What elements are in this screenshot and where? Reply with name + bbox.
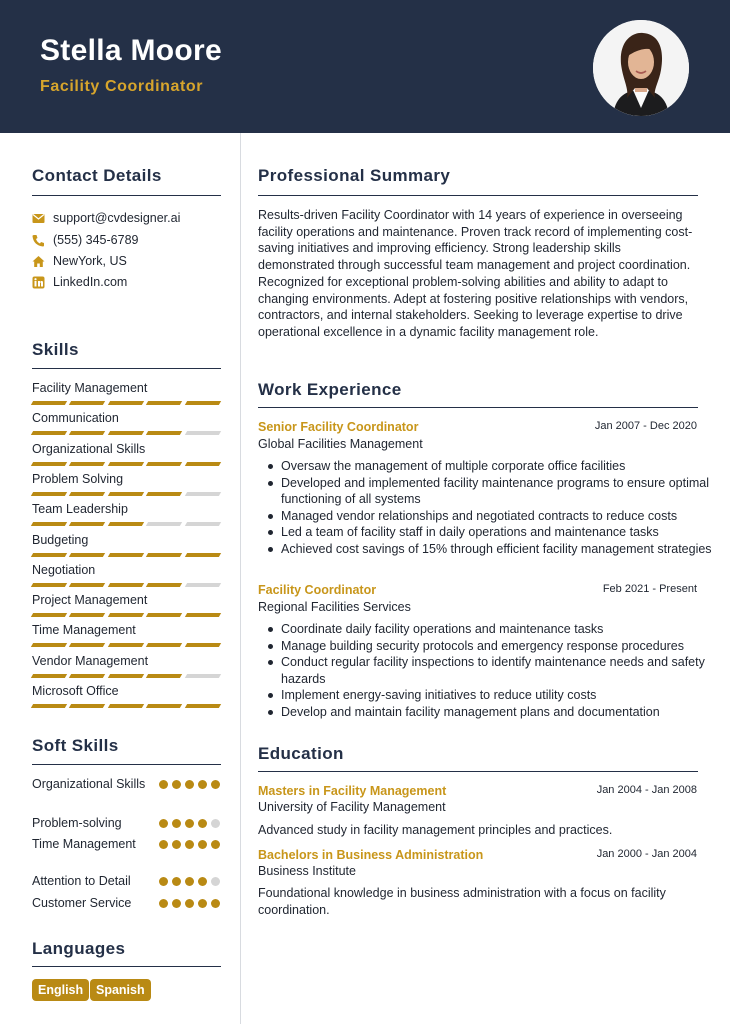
skill-level-segment: [146, 553, 183, 557]
phone-icon: [32, 234, 45, 247]
job-bullet: Coordinate daily facility operations and maintenance tasks: [281, 621, 723, 638]
skill-level-bar: [32, 431, 220, 435]
rating-dot: [211, 840, 220, 849]
skills-rule: [32, 368, 221, 369]
rating-dot: [198, 840, 207, 849]
school-name: University of Facility Management: [258, 800, 446, 814]
education-heading: Education: [258, 744, 344, 763]
skill-level-segment: [146, 431, 183, 435]
rating-dot: [198, 899, 207, 908]
degree-dates: Jan 2000 - Jan 2004: [596, 848, 697, 860]
candidate-title: Facility Coordinator: [40, 78, 204, 95]
soft-skill-label: Organizational Skills: [32, 777, 146, 791]
skill-level-segment: [69, 492, 106, 496]
skill-level-bar: [32, 492, 220, 496]
summary-text: Results-driven Facility Coordinator with 14 years of experience in overseeing facility operations and maintenance. Proven track record of implementing cost-saving initiatives and improving efficiency. Strong leadership skills demonstrated through successful team management and project coordination. Recognized for exceptional problem-solving abilities and ability to adapt to changing environments. Adept at fostering positive relationships with vendors, contractors, and internal stakeholders. Seeking to leverage expertise to drive operational excellence in a dynamic facility management role.: [258, 208, 693, 339]
soft-skill-rating: [159, 819, 220, 828]
skill-label: Budgeting: [32, 532, 89, 547]
skill-level-segment: [31, 643, 68, 647]
soft-skills-rule: [32, 764, 221, 765]
language-badge: English: [32, 979, 89, 1001]
skill-level-segment: [31, 583, 68, 587]
job-bullets: [258, 458, 723, 558]
skill-level-segment: [146, 462, 183, 466]
skill-level-bar: [32, 462, 220, 466]
soft-skill-label: Time Management: [32, 837, 136, 851]
skill-level-bar: [32, 553, 220, 557]
degree-description: Foundational knowledge in business administration with a focus on facility coordination.: [258, 886, 666, 917]
job-bullets: [258, 621, 723, 721]
job-bullet: Achieved cost savings of 15% through efficient facility management strategies: [281, 541, 723, 558]
skill-level-segment: [184, 492, 221, 496]
contact-heading: Contact Details: [32, 166, 162, 185]
skill-level-segment: [146, 613, 183, 617]
skill-level-segment: [69, 431, 106, 435]
skill-level-segment: [31, 462, 68, 466]
rating-dot: [185, 819, 194, 828]
rating-dot: [198, 780, 207, 789]
skill-level-segment: [31, 674, 68, 678]
skill-level-segment: [31, 431, 68, 435]
languages-heading: Languages: [32, 939, 126, 958]
linkedin-text: LinkedIn.com: [53, 275, 128, 289]
summary-heading: Professional Summary: [258, 166, 451, 185]
resume-header: [0, 0, 730, 133]
rating-dot: [211, 899, 220, 908]
skill-label: Organizational Skills: [32, 441, 146, 456]
skills-heading: Skills: [32, 340, 79, 359]
skill-level-segment: [69, 462, 106, 466]
rating-dot: [172, 819, 181, 828]
job-bullet: Implement energy-saving initiatives to reduce utility costs: [281, 687, 723, 704]
summary-rule: [258, 195, 698, 196]
skill-level-segment: [184, 553, 221, 557]
skill-level-segment: [184, 462, 221, 466]
skill-level-segment: [108, 492, 145, 496]
skill-label: Problem Solving: [32, 471, 124, 486]
rating-dot: [172, 899, 181, 908]
experience-heading: Work Experience: [258, 380, 402, 399]
skill-level-segment: [146, 492, 183, 496]
degree-dates: Jan 2004 - Jan 2008: [596, 784, 697, 796]
skill-level-segment: [69, 553, 106, 557]
soft-skills-heading: Soft Skills: [32, 736, 119, 755]
profile-photo: [593, 20, 689, 116]
degree-title: Masters in Facility Management: [258, 784, 447, 798]
job-title: Facility Coordinator: [258, 583, 377, 597]
skill-level-segment: [146, 401, 183, 405]
skill-level-bar: [32, 583, 220, 587]
skill-level-segment: [108, 522, 145, 526]
job-dates: Feb 2021 - Present: [602, 583, 697, 595]
degree-title: Bachelors in Business Administration: [258, 848, 484, 862]
candidate-name: Stella Moore: [40, 34, 222, 67]
skill-level-segment: [108, 674, 145, 678]
contact-location: [32, 252, 127, 270]
skill-level-bar: [32, 401, 220, 405]
phone-text: (555) 345-6789: [53, 233, 139, 247]
skill-level-segment: [69, 401, 106, 405]
skill-level-segment: [146, 522, 183, 526]
skill-label: Time Management: [32, 623, 136, 638]
job-bullet: Develop and maintain facility management plans and documentation: [281, 704, 723, 721]
rating-dot: [185, 780, 194, 789]
job-bullet: Oversaw the management of multiple corporate office facilities: [281, 458, 723, 475]
skill-level-bar: [32, 643, 220, 647]
skill-level-segment: [108, 704, 145, 708]
rating-dot: [172, 877, 181, 886]
skill-level-segment: [146, 674, 183, 678]
skill-level-segment: [108, 431, 145, 435]
rating-dot: [159, 780, 168, 789]
skill-level-segment: [108, 553, 145, 557]
skill-level-segment: [108, 613, 145, 617]
soft-skill-rating: [159, 899, 220, 908]
column-divider: [240, 133, 241, 1024]
job-bullet: Manage building security protocols and emergency response procedures: [281, 638, 723, 655]
contact-phone[interactable]: [32, 231, 138, 249]
school-name: Business Institute: [258, 864, 356, 878]
skill-level-bar: [32, 613, 220, 617]
rating-dot: [198, 819, 207, 828]
rating-dot: [159, 819, 168, 828]
skill-level-segment: [31, 704, 68, 708]
languages-rule: [32, 966, 221, 967]
skill-label: Facility Management: [32, 381, 148, 395]
soft-skill-rating: [159, 780, 220, 789]
skill-label: Negotiation: [32, 562, 96, 577]
skill-level-segment: [184, 704, 221, 708]
location-text: NewYork, US: [53, 254, 127, 268]
job-bullet: Led a team of facility staff in daily operations and maintenance tasks: [281, 524, 723, 541]
soft-skill-rating: [159, 840, 220, 849]
skill-level-segment: [108, 583, 145, 587]
envelope-icon: [32, 212, 45, 225]
skill-level-bar: [32, 522, 220, 526]
skill-level-segment: [69, 674, 106, 678]
skill-label: Team Leadership: [32, 502, 128, 517]
rating-dot: [185, 840, 194, 849]
job-title: Senior Facility Coordinator: [258, 420, 419, 434]
skill-level-segment: [184, 401, 221, 405]
rating-dot: [198, 877, 207, 886]
skill-level-segment: [69, 522, 106, 526]
contact-email[interactable]: [32, 209, 180, 227]
skill-level-segment: [69, 643, 106, 647]
skill-level-segment: [31, 613, 68, 617]
skill-level-segment: [146, 704, 183, 708]
skill-label: Microsoft Office: [32, 684, 119, 698]
skill-level-segment: [184, 522, 221, 526]
soft-skill-label: Attention to Detail: [32, 874, 131, 888]
skill-level-segment: [146, 583, 183, 587]
skill-level-segment: [69, 613, 106, 617]
rating-dot: [159, 899, 168, 908]
contact-linkedin[interactable]: [32, 273, 127, 291]
skill-level-segment: [108, 401, 145, 405]
skill-level-segment: [69, 583, 106, 587]
skill-level-segment: [31, 522, 68, 526]
soft-skill-label: Problem-solving: [32, 816, 122, 830]
skill-level-segment: [184, 674, 221, 678]
skill-label: Project Management: [32, 593, 148, 608]
skill-level-segment: [31, 553, 68, 557]
skill-level-segment: [69, 704, 106, 708]
skill-level-segment: [184, 431, 221, 435]
rating-dot: [211, 819, 220, 828]
linkedin-icon: [32, 276, 45, 289]
rating-dot: [172, 780, 181, 789]
rating-dot: [211, 780, 220, 789]
rating-dot: [159, 877, 168, 886]
skill-level-bar: [32, 674, 220, 678]
job-bullet: Managed vendor relationships and negotiated contracts to reduce costs: [281, 508, 723, 525]
soft-skill-label: Customer Service: [32, 896, 132, 910]
skill-level-segment: [108, 643, 145, 647]
job-bullet: Developed and implemented facility maintenance programs to ensure optimal functioning of all systems: [281, 475, 723, 508]
experience-rule: [258, 407, 698, 408]
education-rule: [258, 771, 698, 772]
skill-label: Communication: [32, 411, 119, 426]
soft-skill-rating: [159, 877, 220, 886]
skill-level-segment: [184, 643, 221, 647]
skill-level-segment: [108, 462, 145, 466]
degree-description: Advanced study in facility management principles and practices.: [258, 823, 613, 837]
job-company: Global Facilities Management: [258, 437, 423, 451]
home-icon: [32, 255, 45, 268]
language-badge: Spanish: [90, 979, 151, 1001]
email-text: support@cvdesigner.ai: [53, 211, 181, 225]
skill-level-bar: [32, 704, 220, 708]
contact-rule: [32, 195, 221, 196]
skill-level-segment: [184, 583, 221, 587]
rating-dot: [185, 877, 194, 886]
skill-label: Vendor Management: [32, 653, 149, 668]
skill-level-segment: [184, 613, 221, 617]
job-company: Regional Facilities Services: [258, 600, 411, 614]
rating-dot: [172, 840, 181, 849]
job-bullet: Conduct regular facility inspections to identify maintenance needs and safety hazards: [281, 654, 723, 687]
job-dates: Jan 2007 - Dec 2020: [594, 420, 697, 432]
skill-level-segment: [31, 492, 68, 496]
rating-dot: [185, 899, 194, 908]
skill-level-segment: [31, 401, 68, 405]
rating-dot: [159, 840, 168, 849]
skill-level-segment: [146, 643, 183, 647]
rating-dot: [211, 877, 220, 886]
